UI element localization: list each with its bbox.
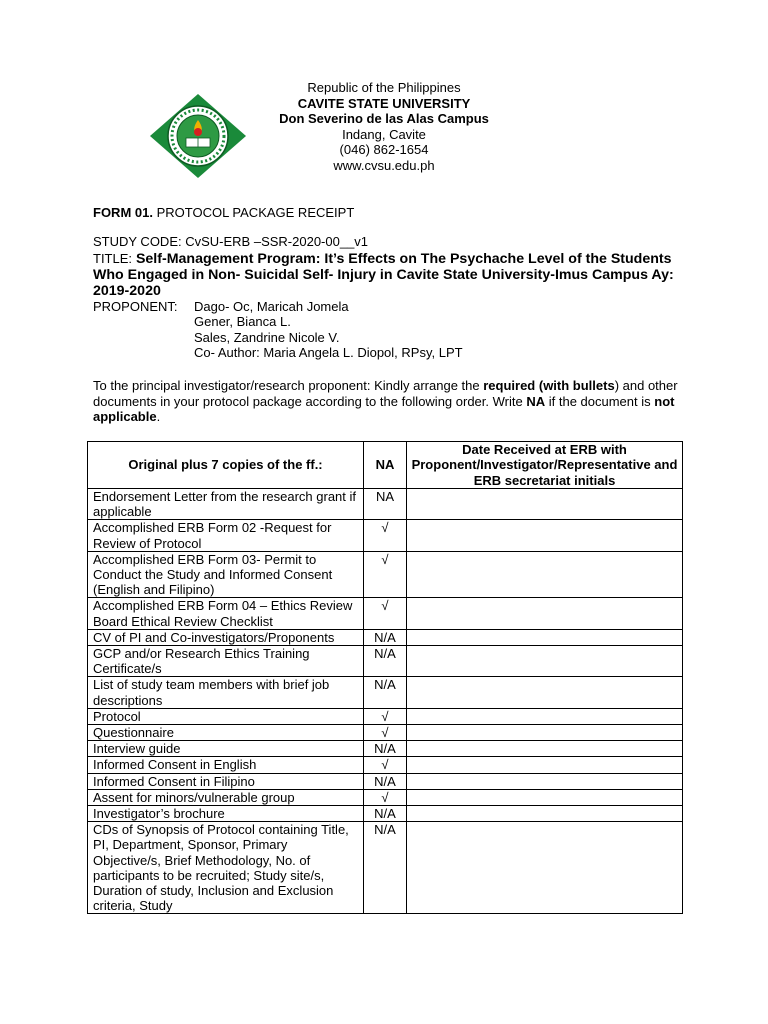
table-row [88,789,683,805]
document-item: Informed Consent in Filipino [88,773,364,789]
table-row [88,725,683,741]
table-row [88,708,683,724]
proponent-list [194,299,463,361]
document-item: Accomplished ERB Form 03- Permit to Conduct the Study and Informed Consent (English and Filipino) [88,551,364,598]
date-received-cell [407,822,683,914]
proponent-item: Sales, Zandrine Nicole V. [194,329,340,345]
title-label: TITLE: [93,250,133,266]
table-header-row [88,442,683,489]
table-row [88,598,683,629]
instructions-text: To the principal investigator/research proponent: Kindly arrange the [93,378,484,393]
form-heading [93,205,354,220]
date-received-cell [407,725,683,741]
form-name: PROTOCOL PACKAGE RECEIPT [152,205,355,220]
document-item: Accomplished ERB Form 02 -Request for Review of Protocol [88,520,364,551]
instructions-text: . [156,409,161,424]
study-title [93,251,683,299]
table-row [88,773,683,789]
date-received-cell [407,708,683,724]
date-received-cell [407,677,683,708]
document-item: Accomplished ERB Form 04 – Ethics Review Board Ethical Review Checklist [88,598,364,629]
column-header-na: NA [364,442,407,489]
phone-number: (046) 862-1654 [339,142,429,157]
instructions-text: if the document is [545,393,655,409]
proponent-label: PROPONENT: [93,298,178,314]
na-cell: N/A [364,741,407,757]
document-item: Informed Consent in English [88,757,364,773]
website-line: www.cvsu.edu.ph [333,157,435,173]
document-item: GCP and/or Research Ethics Training Certificate/s [88,646,364,677]
instructions-paragraph [93,378,683,425]
proponents-block [93,299,683,361]
proponent-item: Co- Author: Maria Angela L. Diopol, RPsy, LPT [194,345,463,360]
table-row [88,806,683,822]
table-row [88,677,683,708]
instructions-emphasis: not applicable [93,393,675,424]
campus-location: Indang, Cavite [342,126,426,142]
document-item: Endorsement Letter from the research grant if applicable [88,489,364,520]
date-received-cell [407,773,683,789]
document-item: Investigator’s brochure [88,806,364,822]
na-cell: N/A [364,773,407,789]
na-cell: √ [364,725,407,741]
column-header-date-received: Date Received at ERB with Proponent/Investigator/Representative and ERB secretariat initials [407,442,683,489]
protocol-receipt-table [87,441,683,914]
na-cell: √ [364,757,407,773]
campus-name: Don Severino de las Alas Campus [279,111,489,126]
na-cell: √ [364,789,407,805]
date-received-cell [407,598,683,629]
na-cell: NA [364,489,407,520]
column-header-documents: Original plus 7 copies of the ff.: [88,442,364,489]
republic-line: Republic of the Philippines [307,80,461,95]
na-cell: √ [364,598,407,629]
title-text: Self-Management Program: It’s Effects on The Psychache Level of the Students Who Engaged in Non- Suicidal Self- Injury in Cavite State University-Imus Campus Ay: 2019-2020 [93,250,674,299]
date-received-cell [407,520,683,551]
document-item: CV of PI and Co-investigators/Proponents [88,629,364,645]
instructions-emphasis: NA [526,393,546,409]
table-row [88,822,683,914]
instructions-text: ) and other documents in your protocol package according to the following order. Write [93,378,678,409]
date-received-cell [407,646,683,677]
table-row [88,629,683,645]
document-item: Assent for minors/vulnerable group [88,789,364,805]
table-row [88,489,683,520]
table-row [88,757,683,773]
study-info [93,234,683,361]
date-received-cell [407,789,683,805]
na-cell: √ [364,551,407,598]
study-code: STUDY CODE: CvSU-ERB –SSR-2020-00__v1 [93,234,369,249]
na-cell: N/A [364,822,407,914]
document-item: List of study team members with brief job descriptions [88,677,364,708]
letterhead [0,80,768,173]
document-item: Interview guide [88,741,364,757]
date-received-cell [407,757,683,773]
na-cell: √ [364,520,407,551]
university-name: CAVITE STATE UNIVERSITY [297,95,471,111]
date-received-cell [407,741,683,757]
date-received-cell [407,629,683,645]
proponent-item: Dago- Oc, Maricah Jomela [194,298,349,314]
form-number: FORM 01. [93,205,153,220]
table-row [88,646,683,677]
na-cell: N/A [364,646,407,677]
proponent-item: Gener, Bianca L. [194,314,291,329]
na-cell: √ [364,708,407,724]
document-item: Protocol [88,708,364,724]
na-cell: N/A [364,806,407,822]
document-item: CDs of Synopsis of Protocol containing Title, PI, Department, Sponsor, Primary Objective/s, Brief Methodology, No. of participants to be recruited; Study site/s, Duration of study, Inclusion and Exclusion criteria, Study [88,822,364,914]
na-cell: N/A [364,629,407,645]
date-received-cell [407,551,683,598]
table-row [88,741,683,757]
date-received-cell [407,806,683,822]
phone-line [0,142,768,158]
table-row [88,520,683,551]
table-row [88,551,683,598]
document-item: Questionnaire [88,725,364,741]
instructions-emphasis: required (with bullets [483,378,615,393]
date-received-cell [407,489,683,520]
na-cell: N/A [364,677,407,708]
